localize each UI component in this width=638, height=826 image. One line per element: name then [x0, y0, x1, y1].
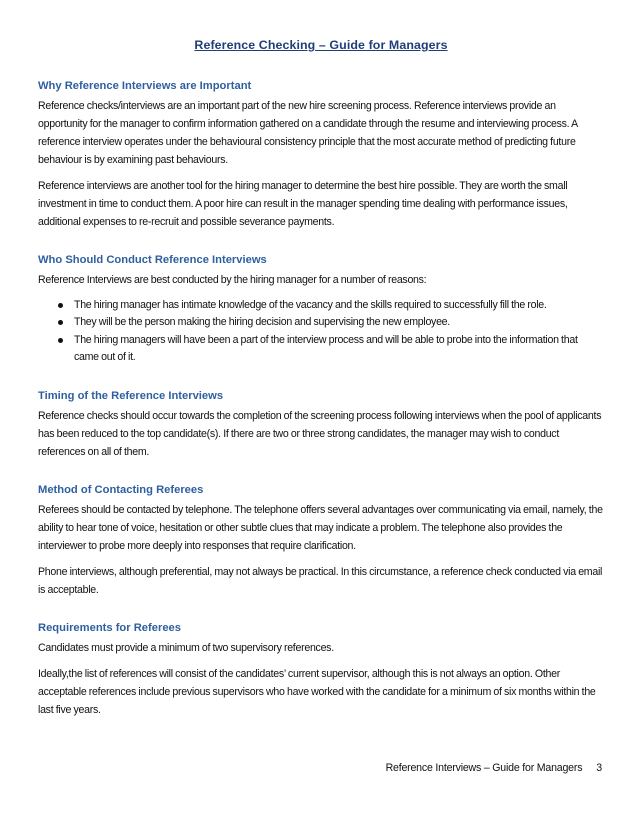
paragraph: Candidates must provide a minimum of two supervisory references. — [38, 641, 334, 654]
bullet-text: They will be the person making the hiring decision and supervising the new employee. — [74, 316, 450, 329]
section-heading: Timing of the Reference Interviews — [38, 389, 224, 402]
paragraph: Phone interviews, although preferential, may not always be practical. In this circumstance, a reference check conducted via email is acceptable. — [38, 565, 603, 596]
section-why-reference-interviews — [38, 79, 604, 231]
paragraph: Reference checks/interviews are an important part of the new hire screening process. Reference interviews provide an opportunity for the manager to confirm information gathered on a candidate through the resume and interviewing process. A reference interview operates under the behavioural consistency principle that the most accurate method of predicting future behaviour is by examining past behaviours. — [38, 100, 578, 166]
section-heading: Who Should Conduct Reference Interviews — [38, 254, 267, 266]
paragraph: Reference checks should occur towards the completion of the screening process following interviews when the pool of applicants has been reduced to the top candidate(s). If there are two or three strong candidates, the manager may wish to conduct references on all of them. — [38, 409, 602, 458]
bullet-icon — [58, 303, 63, 308]
section-timing — [38, 389, 604, 461]
section-heading: Requirements for Referees — [38, 621, 182, 634]
bullet-list — [38, 297, 604, 367]
section-heading: Method of Contacting Referees — [38, 483, 204, 496]
page-footer — [386, 762, 602, 774]
bullet-text: The hiring managers will have been a part of the interview process and will be able to probe into the information that came out of it. — [74, 333, 578, 364]
bullet-item — [38, 297, 604, 314]
bullet-icon — [58, 338, 63, 343]
paragraph: Ideally,the list of references will consist of the candidates’ current supervisor, although this is not always an option. Other acceptable references include previous supervisors who have worked with the candidate for a minimum of six months within the last five years. — [38, 667, 596, 716]
paragraph: Referees should be contacted by telephone. The telephone offers several advantages over communicating via email, namely, the ability to hear tone of voice, hesitation or other subtle clues that may indicate a problem. The telephone also provides the interviewer to probe more deeply into responses that require clarification. — [38, 503, 603, 552]
bullet-text: The hiring manager has intimate knowledge of the vacancy and the skills required to successfully fill the role. — [74, 299, 547, 311]
document-title: Reference Checking – Guide for Managers — [194, 38, 448, 52]
section-heading: Why Reference Interviews are Important — [38, 80, 252, 92]
paragraph: Reference Interviews are best conducted by the hiring manager for a number of reasons: — [38, 274, 427, 286]
document-page — [38, 38, 604, 741]
bullet-icon — [58, 320, 63, 325]
page-number: 3 — [596, 762, 602, 774]
section-requirements — [38, 621, 604, 719]
paragraph: Reference interviews are another tool for the hiring manager to determine the best hire possible. They are worth the small investment in time to conduct them. A poor hire can result in the manager spending time dealing with performance issues, additional expenses to re-recruit and possible severance payments. — [38, 180, 568, 228]
section-method-of-contacting — [38, 483, 604, 599]
bullet-item — [38, 314, 604, 331]
section-who-should-conduct — [38, 253, 604, 367]
bullet-item — [38, 332, 604, 367]
footer-text: Reference Interviews – Guide for Managers — [385, 762, 583, 774]
